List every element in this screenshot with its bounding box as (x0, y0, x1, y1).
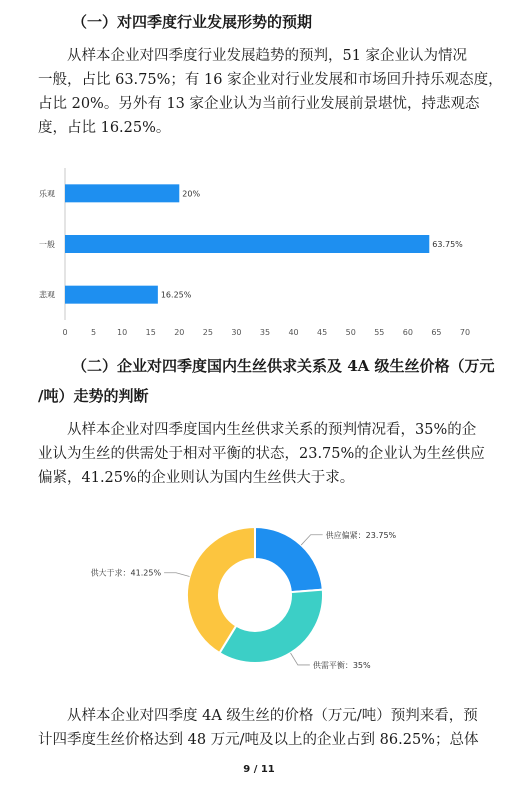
x-tick-label: 30 (231, 328, 242, 337)
bar-chart (30, 168, 490, 343)
data-label: 16.25% (160, 290, 192, 300)
x-tick-label: 20 (174, 328, 185, 337)
paragraph-line: 从样本企业对四季度 4A 级生丝的价格（万元/吨）预判来看，预 (67, 708, 478, 724)
category-label: 乐观 (39, 189, 55, 199)
x-tick-label: 60 (402, 328, 413, 337)
leader-line (164, 573, 189, 577)
slice-label: 供应偏紧：23.75% (325, 530, 397, 540)
leader-line (291, 653, 310, 665)
x-tick-label: 0 (62, 328, 68, 337)
bar (65, 286, 158, 304)
data-label: 20% (182, 189, 201, 199)
paragraph-line: 业认为生丝的供需处于相对平衡的状态，23.75%的企业认为生丝供应 (38, 446, 485, 462)
x-tick-label: 15 (145, 328, 156, 337)
x-tick-label: 65 (431, 328, 442, 337)
category-label: 悲观 (39, 290, 55, 300)
x-tick-label: 40 (288, 328, 299, 337)
paragraph-line: 度，占比 16.25%。 (38, 120, 171, 136)
x-tick-label: 70 (459, 328, 471, 337)
slice-label: 供大于求：41.25% (90, 568, 162, 578)
page-number: 9 / 11 (243, 764, 275, 775)
x-tick-label: 45 (317, 328, 328, 337)
slice-label: 供需平衡：35% (312, 660, 371, 670)
section-2-heading (72, 356, 495, 376)
x-tick-label: 5 (91, 328, 97, 337)
paragraph-line: 计四季度生丝价格达到 48 万元/吨及以上的企业占到 86.25%；总体 (38, 732, 479, 748)
data-label: 63.75% (432, 240, 463, 249)
leader-line (301, 535, 323, 545)
section-1-paragraph (38, 44, 503, 140)
x-tick-label: 35 (259, 328, 271, 337)
section-2-heading-cont (38, 386, 148, 406)
x-tick-label: 10 (117, 328, 128, 337)
bar (65, 235, 429, 253)
donut-chart (60, 510, 480, 690)
section-2-heading-line1: （二）企业对四季度国内生丝供求关系及 4A 级生丝价格（万元 (72, 357, 495, 375)
paragraph-line: 占比 20%。另外有 13 家企业认为当前行业发展前景堪忧，持悲观态 (38, 96, 480, 112)
donut-slice (255, 527, 323, 592)
paragraph-line: 从样本企业对四季度行业发展趋势的预判，51 家企业认为情况 (67, 48, 468, 64)
section-1-heading: （一）对四季度行业发展形势的预期 (72, 13, 313, 31)
category-label: 一般 (39, 240, 55, 249)
section-3-paragraph (38, 704, 486, 752)
paragraph-line: 一般，占比 63.75%；有 16 家企业对行业发展和市场回升持乐观态度， (38, 72, 503, 88)
paragraph-line: 从样本企业对四季度国内生丝供求关系的预判情况看，35%的企 (67, 422, 477, 438)
section-2-paragraph (38, 418, 486, 490)
bar (65, 184, 179, 202)
paragraph-line: 偏紧，41.25%的企业则认为国内生丝供大于求。 (38, 470, 355, 486)
x-tick-label: 25 (202, 328, 213, 337)
x-tick-label: 50 (345, 328, 356, 337)
section-2-heading-line2: /吨）走势的判断 (38, 387, 149, 405)
x-tick-label: 55 (374, 328, 385, 337)
